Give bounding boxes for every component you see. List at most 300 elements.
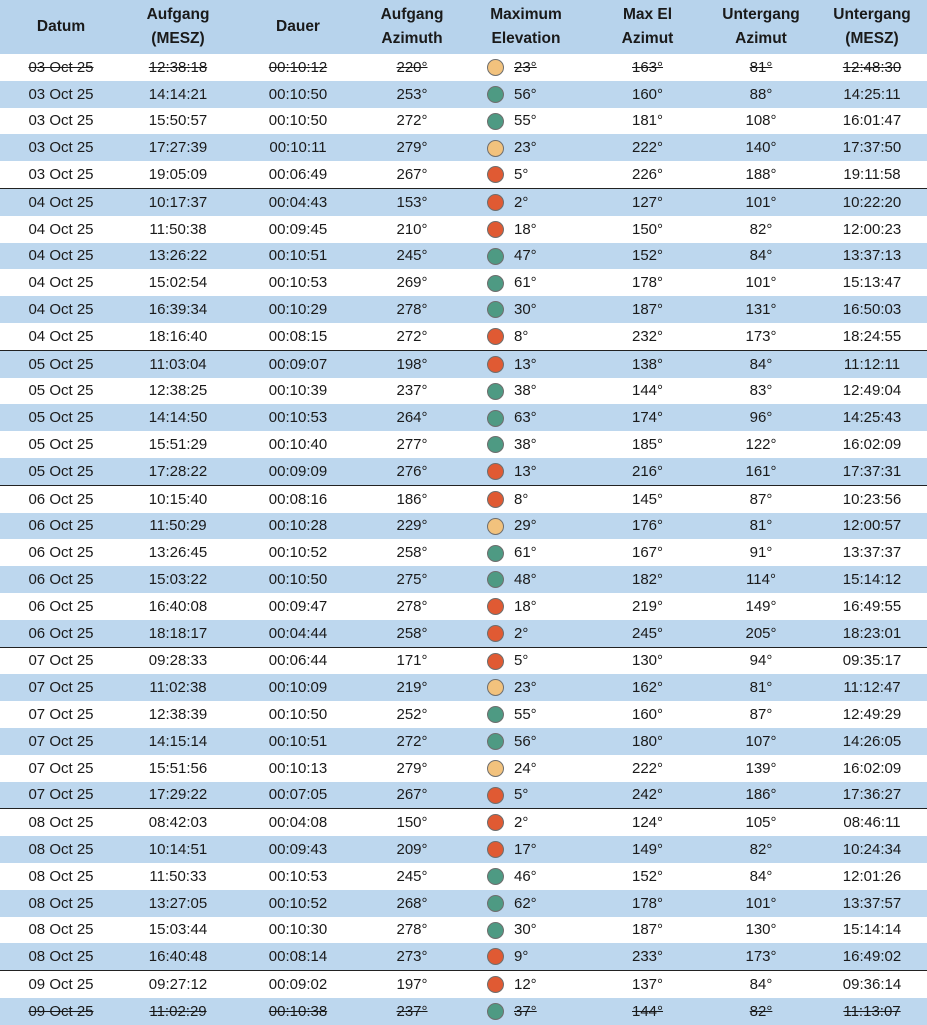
cell-datum: 05 Oct 25 xyxy=(0,431,122,458)
cell-untergang-time: 08:46:11 xyxy=(817,809,927,836)
elevation-status-dot-icon xyxy=(487,948,504,965)
cell-dauer: 00:10:52 xyxy=(234,539,362,566)
elevation-status-dot-icon xyxy=(487,814,504,831)
table-row xyxy=(0,243,927,270)
elevation-status-dot-icon xyxy=(487,976,504,993)
cell-untergang-azimut: 101° xyxy=(705,890,817,917)
cell-aufgang-time: 18:18:17 xyxy=(122,620,234,647)
table-row xyxy=(0,350,927,377)
cell-untergang-time: 16:49:55 xyxy=(817,593,927,620)
cell-max-elevation: 62° xyxy=(508,890,590,917)
cell-untergang-time: 19:11:58 xyxy=(817,161,927,188)
cell-aufgang-time: 12:38:25 xyxy=(122,378,234,405)
cell-dauer: 00:10:30 xyxy=(234,917,362,944)
cell-elevation-indicator xyxy=(462,458,508,485)
cell-max-el-azimut: 187° xyxy=(590,296,705,323)
elevation-status-dot-icon xyxy=(487,221,504,238)
cell-untergang-azimut: 107° xyxy=(705,728,817,755)
cell-dauer: 00:06:44 xyxy=(234,647,362,674)
cell-datum: 04 Oct 25 xyxy=(0,269,122,296)
cell-aufgang-azimuth: 264° xyxy=(362,404,462,431)
cell-elevation-indicator xyxy=(462,216,508,243)
cell-max-el-azimut: 181° xyxy=(590,108,705,135)
cell-datum: 07 Oct 25 xyxy=(0,728,122,755)
table-row xyxy=(0,890,927,917)
header-dauer: Dauer xyxy=(234,0,362,54)
cell-untergang-azimut: 130° xyxy=(705,917,817,944)
cell-untergang-azimut: 114° xyxy=(705,566,817,593)
cell-aufgang-time: 11:50:38 xyxy=(122,216,234,243)
cell-untergang-azimut: 84° xyxy=(705,350,817,377)
cell-max-el-azimut: 176° xyxy=(590,513,705,540)
cell-aufgang-azimuth: 279° xyxy=(362,134,462,161)
cell-untergang-azimut: 149° xyxy=(705,593,817,620)
cell-aufgang-time: 09:27:12 xyxy=(122,971,234,998)
cell-dauer: 00:10:29 xyxy=(234,296,362,323)
cell-dauer: 00:09:45 xyxy=(234,216,362,243)
header-maximum-elevation: Maximum Elevation xyxy=(462,0,590,54)
elevation-status-dot-icon xyxy=(487,841,504,858)
cell-dauer: 00:10:53 xyxy=(234,269,362,296)
cell-aufgang-azimuth: 272° xyxy=(362,728,462,755)
cell-dauer: 00:10:38 xyxy=(234,998,362,1025)
cell-max-el-azimut: 127° xyxy=(590,188,705,215)
cell-max-el-azimut: 187° xyxy=(590,917,705,944)
cell-untergang-time: 11:13:07 xyxy=(817,998,927,1025)
cell-max-el-azimut: 232° xyxy=(590,323,705,350)
table-row xyxy=(0,943,927,970)
cell-untergang-time: 12:49:04 xyxy=(817,378,927,405)
table-row xyxy=(0,513,927,540)
cell-untergang-azimut: 96° xyxy=(705,404,817,431)
cell-dauer: 00:09:07 xyxy=(234,350,362,377)
cell-max-el-azimut: 144° xyxy=(590,998,705,1025)
cell-max-elevation: 9° xyxy=(508,943,590,970)
cell-untergang-time: 14:25:11 xyxy=(817,81,927,108)
cell-untergang-azimut: 101° xyxy=(705,269,817,296)
cell-dauer: 00:08:15 xyxy=(234,323,362,350)
cell-untergang-time: 16:49:02 xyxy=(817,943,927,970)
cell-elevation-indicator xyxy=(462,943,508,970)
cell-dauer: 00:08:16 xyxy=(234,485,362,512)
cell-aufgang-azimuth: 237° xyxy=(362,378,462,405)
cell-datum: 03 Oct 25 xyxy=(0,54,122,81)
cell-datum: 05 Oct 25 xyxy=(0,404,122,431)
cell-untergang-time: 15:13:47 xyxy=(817,269,927,296)
cell-dauer: 00:10:50 xyxy=(234,81,362,108)
cell-elevation-indicator xyxy=(462,296,508,323)
elevation-status-dot-icon xyxy=(487,571,504,588)
cell-datum: 08 Oct 25 xyxy=(0,863,122,890)
cell-dauer: 00:04:44 xyxy=(234,620,362,647)
cell-untergang-time: 14:26:05 xyxy=(817,728,927,755)
elevation-status-dot-icon xyxy=(487,653,504,670)
table-row xyxy=(0,620,927,647)
cell-untergang-time: 11:12:47 xyxy=(817,674,927,701)
cell-max-el-azimut: 180° xyxy=(590,728,705,755)
cell-untergang-time: 17:37:31 xyxy=(817,458,927,485)
cell-elevation-indicator xyxy=(462,539,508,566)
cell-datum: 07 Oct 25 xyxy=(0,674,122,701)
cell-untergang-azimut: 81° xyxy=(705,674,817,701)
cell-max-elevation: 47° xyxy=(508,243,590,270)
table-row xyxy=(0,161,927,188)
elevation-status-dot-icon xyxy=(487,194,504,211)
table-row xyxy=(0,539,927,566)
cell-max-el-azimut: 167° xyxy=(590,539,705,566)
table-row xyxy=(0,323,927,350)
cell-aufgang-time: 10:17:37 xyxy=(122,188,234,215)
cell-max-el-azimut: 162° xyxy=(590,674,705,701)
cell-aufgang-time: 15:03:44 xyxy=(122,917,234,944)
cell-max-elevation: 37° xyxy=(508,998,590,1025)
cell-aufgang-azimuth: 268° xyxy=(362,890,462,917)
cell-aufgang-time: 17:29:22 xyxy=(122,782,234,809)
cell-dauer: 00:10:11 xyxy=(234,134,362,161)
cell-untergang-azimut: 108° xyxy=(705,108,817,135)
cell-max-elevation: 61° xyxy=(508,269,590,296)
cell-max-el-azimut: 152° xyxy=(590,863,705,890)
cell-max-elevation: 12° xyxy=(508,971,590,998)
cell-untergang-azimut: 87° xyxy=(705,701,817,728)
cell-aufgang-time: 14:14:21 xyxy=(122,81,234,108)
cell-elevation-indicator xyxy=(462,513,508,540)
cell-datum: 05 Oct 25 xyxy=(0,350,122,377)
cell-untergang-time: 16:02:09 xyxy=(817,431,927,458)
cell-aufgang-azimuth: 220° xyxy=(362,54,462,81)
cell-aufgang-time: 11:03:04 xyxy=(122,350,234,377)
table-row xyxy=(0,971,927,998)
cell-max-elevation: 55° xyxy=(508,701,590,728)
cell-datum: 04 Oct 25 xyxy=(0,188,122,215)
cell-dauer: 00:10:53 xyxy=(234,404,362,431)
cell-datum: 04 Oct 25 xyxy=(0,243,122,270)
cell-elevation-indicator xyxy=(462,323,508,350)
cell-max-elevation: 38° xyxy=(508,378,590,405)
cell-aufgang-azimuth: 267° xyxy=(362,782,462,809)
cell-aufgang-time: 16:39:34 xyxy=(122,296,234,323)
cell-aufgang-azimuth: 245° xyxy=(362,243,462,270)
elevation-status-dot-icon xyxy=(487,166,504,183)
cell-untergang-azimut: 83° xyxy=(705,378,817,405)
elevation-status-dot-icon xyxy=(487,1003,504,1020)
cell-aufgang-azimuth: 209° xyxy=(362,836,462,863)
elevation-status-dot-icon xyxy=(487,301,504,318)
cell-dauer: 00:06:49 xyxy=(234,161,362,188)
cell-max-elevation: 48° xyxy=(508,566,590,593)
elevation-status-dot-icon xyxy=(487,328,504,345)
cell-elevation-indicator xyxy=(462,863,508,890)
cell-aufgang-azimuth: 272° xyxy=(362,108,462,135)
cell-elevation-indicator xyxy=(462,269,508,296)
cell-max-el-azimut: 145° xyxy=(590,485,705,512)
cell-untergang-azimut: 84° xyxy=(705,863,817,890)
cell-datum: 07 Oct 25 xyxy=(0,782,122,809)
cell-untergang-azimut: 188° xyxy=(705,161,817,188)
cell-elevation-indicator xyxy=(462,404,508,431)
cell-untergang-azimut: 82° xyxy=(705,998,817,1025)
cell-aufgang-time: 16:40:08 xyxy=(122,593,234,620)
table-row xyxy=(0,296,927,323)
table-row xyxy=(0,701,927,728)
table-row xyxy=(0,404,927,431)
cell-untergang-time: 15:14:12 xyxy=(817,566,927,593)
cell-elevation-indicator xyxy=(462,431,508,458)
elevation-status-dot-icon xyxy=(487,356,504,373)
cell-aufgang-azimuth: 198° xyxy=(362,350,462,377)
cell-untergang-azimut: 82° xyxy=(705,836,817,863)
cell-max-elevation: 56° xyxy=(508,81,590,108)
cell-max-elevation: 38° xyxy=(508,431,590,458)
cell-max-el-azimut: 226° xyxy=(590,161,705,188)
cell-max-elevation: 23° xyxy=(508,674,590,701)
cell-untergang-time: 10:22:20 xyxy=(817,188,927,215)
cell-dauer: 00:10:51 xyxy=(234,728,362,755)
elevation-status-dot-icon xyxy=(487,518,504,535)
cell-untergang-azimut: 205° xyxy=(705,620,817,647)
cell-elevation-indicator xyxy=(462,809,508,836)
cell-untergang-time: 09:35:17 xyxy=(817,647,927,674)
cell-aufgang-time: 10:15:40 xyxy=(122,485,234,512)
cell-aufgang-azimuth: 197° xyxy=(362,971,462,998)
cell-elevation-indicator xyxy=(462,188,508,215)
cell-datum: 04 Oct 25 xyxy=(0,323,122,350)
cell-max-el-azimut: 144° xyxy=(590,378,705,405)
cell-untergang-time: 09:36:14 xyxy=(817,971,927,998)
table-row xyxy=(0,269,927,296)
cell-aufgang-time: 17:28:22 xyxy=(122,458,234,485)
cell-untergang-azimut: 122° xyxy=(705,431,817,458)
cell-aufgang-time: 17:27:39 xyxy=(122,134,234,161)
elevation-status-dot-icon xyxy=(487,383,504,400)
cell-max-elevation: 30° xyxy=(508,296,590,323)
cell-max-elevation: 24° xyxy=(508,755,590,782)
cell-untergang-azimut: 82° xyxy=(705,216,817,243)
cell-untergang-azimut: 173° xyxy=(705,323,817,350)
cell-dauer: 00:10:40 xyxy=(234,431,362,458)
cell-untergang-time: 16:50:03 xyxy=(817,296,927,323)
cell-untergang-azimut: 131° xyxy=(705,296,817,323)
elevation-status-dot-icon xyxy=(487,59,504,76)
cell-dauer: 00:09:47 xyxy=(234,593,362,620)
cell-untergang-azimut: 161° xyxy=(705,458,817,485)
cell-aufgang-time: 11:02:29 xyxy=(122,998,234,1025)
table-row xyxy=(0,755,927,782)
elevation-status-dot-icon xyxy=(487,868,504,885)
elevation-status-dot-icon xyxy=(487,625,504,642)
cell-untergang-azimut: 81° xyxy=(705,513,817,540)
cell-untergang-time: 12:49:29 xyxy=(817,701,927,728)
table-row xyxy=(0,863,927,890)
cell-elevation-indicator xyxy=(462,350,508,377)
cell-datum: 05 Oct 25 xyxy=(0,458,122,485)
cell-dauer: 00:10:09 xyxy=(234,674,362,701)
cell-max-elevation: 56° xyxy=(508,728,590,755)
cell-elevation-indicator xyxy=(462,890,508,917)
cell-untergang-azimut: 81° xyxy=(705,54,817,81)
cell-dauer: 00:08:14 xyxy=(234,943,362,970)
cell-max-el-azimut: 160° xyxy=(590,701,705,728)
cell-aufgang-azimuth: 278° xyxy=(362,296,462,323)
cell-untergang-time: 17:36:27 xyxy=(817,782,927,809)
cell-untergang-azimut: 139° xyxy=(705,755,817,782)
cell-untergang-azimut: 105° xyxy=(705,809,817,836)
cell-max-elevation: 5° xyxy=(508,782,590,809)
cell-elevation-indicator xyxy=(462,54,508,81)
cell-datum: 03 Oct 25 xyxy=(0,81,122,108)
cell-max-el-azimut: 222° xyxy=(590,134,705,161)
cell-elevation-indicator xyxy=(462,728,508,755)
cell-dauer: 00:10:28 xyxy=(234,513,362,540)
cell-aufgang-time: 14:15:14 xyxy=(122,728,234,755)
cell-datum: 09 Oct 25 xyxy=(0,971,122,998)
cell-aufgang-azimuth: 219° xyxy=(362,674,462,701)
cell-datum: 07 Oct 25 xyxy=(0,701,122,728)
cell-aufgang-azimuth: 273° xyxy=(362,943,462,970)
cell-aufgang-azimuth: 150° xyxy=(362,809,462,836)
cell-aufgang-azimuth: 210° xyxy=(362,216,462,243)
cell-elevation-indicator xyxy=(462,836,508,863)
header-datum: Datum xyxy=(0,0,122,54)
cell-datum: 06 Oct 25 xyxy=(0,593,122,620)
cell-datum: 03 Oct 25 xyxy=(0,108,122,135)
cell-dauer: 00:04:43 xyxy=(234,188,362,215)
cell-datum: 08 Oct 25 xyxy=(0,890,122,917)
cell-untergang-time: 12:00:23 xyxy=(817,216,927,243)
cell-datum: 06 Oct 25 xyxy=(0,485,122,512)
cell-max-el-azimut: 182° xyxy=(590,566,705,593)
table-row xyxy=(0,485,927,512)
cell-datum: 06 Oct 25 xyxy=(0,513,122,540)
header-untergang-mesz: Untergang (MESZ) xyxy=(817,0,927,54)
cell-aufgang-azimuth: 237° xyxy=(362,998,462,1025)
table-row xyxy=(0,134,927,161)
cell-elevation-indicator xyxy=(462,378,508,405)
cell-max-el-azimut: 163° xyxy=(590,54,705,81)
cell-dauer: 00:10:12 xyxy=(234,54,362,81)
cell-untergang-time: 12:00:57 xyxy=(817,513,927,540)
cell-max-elevation: 13° xyxy=(508,458,590,485)
cell-max-el-azimut: 216° xyxy=(590,458,705,485)
cell-max-el-azimut: 233° xyxy=(590,943,705,970)
cell-dauer: 00:09:43 xyxy=(234,836,362,863)
cell-untergang-azimut: 88° xyxy=(705,81,817,108)
cell-max-elevation: 2° xyxy=(508,809,590,836)
cell-untergang-azimut: 173° xyxy=(705,943,817,970)
cell-untergang-time: 10:23:56 xyxy=(817,485,927,512)
cell-aufgang-azimuth: 278° xyxy=(362,917,462,944)
cell-elevation-indicator xyxy=(462,593,508,620)
cell-datum: 07 Oct 25 xyxy=(0,647,122,674)
header-aufgang-mesz: Aufgang (MESZ) xyxy=(122,0,234,54)
cell-datum: 06 Oct 25 xyxy=(0,539,122,566)
cell-max-elevation: 46° xyxy=(508,863,590,890)
cell-max-elevation: 17° xyxy=(508,836,590,863)
cell-max-el-azimut: 130° xyxy=(590,647,705,674)
cell-aufgang-time: 13:26:45 xyxy=(122,539,234,566)
cell-aufgang-azimuth: 171° xyxy=(362,647,462,674)
elevation-status-dot-icon xyxy=(487,140,504,157)
cell-untergang-azimut: 84° xyxy=(705,243,817,270)
cell-max-elevation: 61° xyxy=(508,539,590,566)
table-row xyxy=(0,809,927,836)
cell-untergang-time: 12:48:30 xyxy=(817,54,927,81)
cell-max-elevation: 2° xyxy=(508,620,590,647)
cell-max-elevation: 13° xyxy=(508,350,590,377)
cell-elevation-indicator xyxy=(462,620,508,647)
table-row xyxy=(0,216,927,243)
cell-dauer: 00:09:02 xyxy=(234,971,362,998)
cell-dauer: 00:07:05 xyxy=(234,782,362,809)
cell-untergang-azimut: 91° xyxy=(705,539,817,566)
cell-max-elevation: 55° xyxy=(508,108,590,135)
cell-max-el-azimut: 138° xyxy=(590,350,705,377)
table-row xyxy=(0,378,927,405)
cell-elevation-indicator xyxy=(462,81,508,108)
cell-aufgang-time: 15:51:56 xyxy=(122,755,234,782)
cell-max-elevation: 5° xyxy=(508,647,590,674)
table-row xyxy=(0,593,927,620)
table-row xyxy=(0,431,927,458)
cell-aufgang-time: 11:02:38 xyxy=(122,674,234,701)
cell-untergang-time: 13:37:57 xyxy=(817,890,927,917)
cell-datum: 03 Oct 25 xyxy=(0,161,122,188)
cell-aufgang-azimuth: 279° xyxy=(362,755,462,782)
elevation-status-dot-icon xyxy=(487,463,504,480)
cell-aufgang-time: 19:05:09 xyxy=(122,161,234,188)
cell-untergang-time: 18:23:01 xyxy=(817,620,927,647)
elevation-status-dot-icon xyxy=(487,248,504,265)
cell-datum: 06 Oct 25 xyxy=(0,620,122,647)
cell-aufgang-time: 11:50:29 xyxy=(122,513,234,540)
cell-untergang-azimut: 87° xyxy=(705,485,817,512)
cell-max-el-azimut: 178° xyxy=(590,269,705,296)
elevation-status-dot-icon xyxy=(487,545,504,562)
table-body xyxy=(0,54,927,1025)
cell-max-el-azimut: 222° xyxy=(590,755,705,782)
cell-dauer: 00:10:53 xyxy=(234,863,362,890)
cell-max-el-azimut: 137° xyxy=(590,971,705,998)
cell-aufgang-azimuth: 267° xyxy=(362,161,462,188)
table-row xyxy=(0,782,927,809)
table-row xyxy=(0,108,927,135)
cell-dauer: 00:10:50 xyxy=(234,108,362,135)
cell-datum: 08 Oct 25 xyxy=(0,943,122,970)
cell-max-elevation: 30° xyxy=(508,917,590,944)
cell-max-el-azimut: 160° xyxy=(590,81,705,108)
cell-max-elevation: 63° xyxy=(508,404,590,431)
table-header xyxy=(0,0,927,54)
table-row xyxy=(0,566,927,593)
table-row xyxy=(0,188,927,215)
cell-elevation-indicator xyxy=(462,755,508,782)
cell-aufgang-time: 13:26:22 xyxy=(122,243,234,270)
cell-aufgang-azimuth: 278° xyxy=(362,593,462,620)
elevation-status-dot-icon xyxy=(487,733,504,750)
cell-untergang-azimut: 84° xyxy=(705,971,817,998)
header-aufgang-azimuth: Aufgang Azimuth xyxy=(362,0,462,54)
cell-max-el-azimut: 185° xyxy=(590,431,705,458)
cell-untergang-time: 11:12:11 xyxy=(817,350,927,377)
cell-elevation-indicator xyxy=(462,161,508,188)
cell-datum: 04 Oct 25 xyxy=(0,296,122,323)
elevation-status-dot-icon xyxy=(487,679,504,696)
cell-dauer: 00:10:51 xyxy=(234,243,362,270)
elevation-status-dot-icon xyxy=(487,922,504,939)
cell-max-elevation: 8° xyxy=(508,485,590,512)
cell-datum: 05 Oct 25 xyxy=(0,378,122,405)
cell-datum: 04 Oct 25 xyxy=(0,216,122,243)
